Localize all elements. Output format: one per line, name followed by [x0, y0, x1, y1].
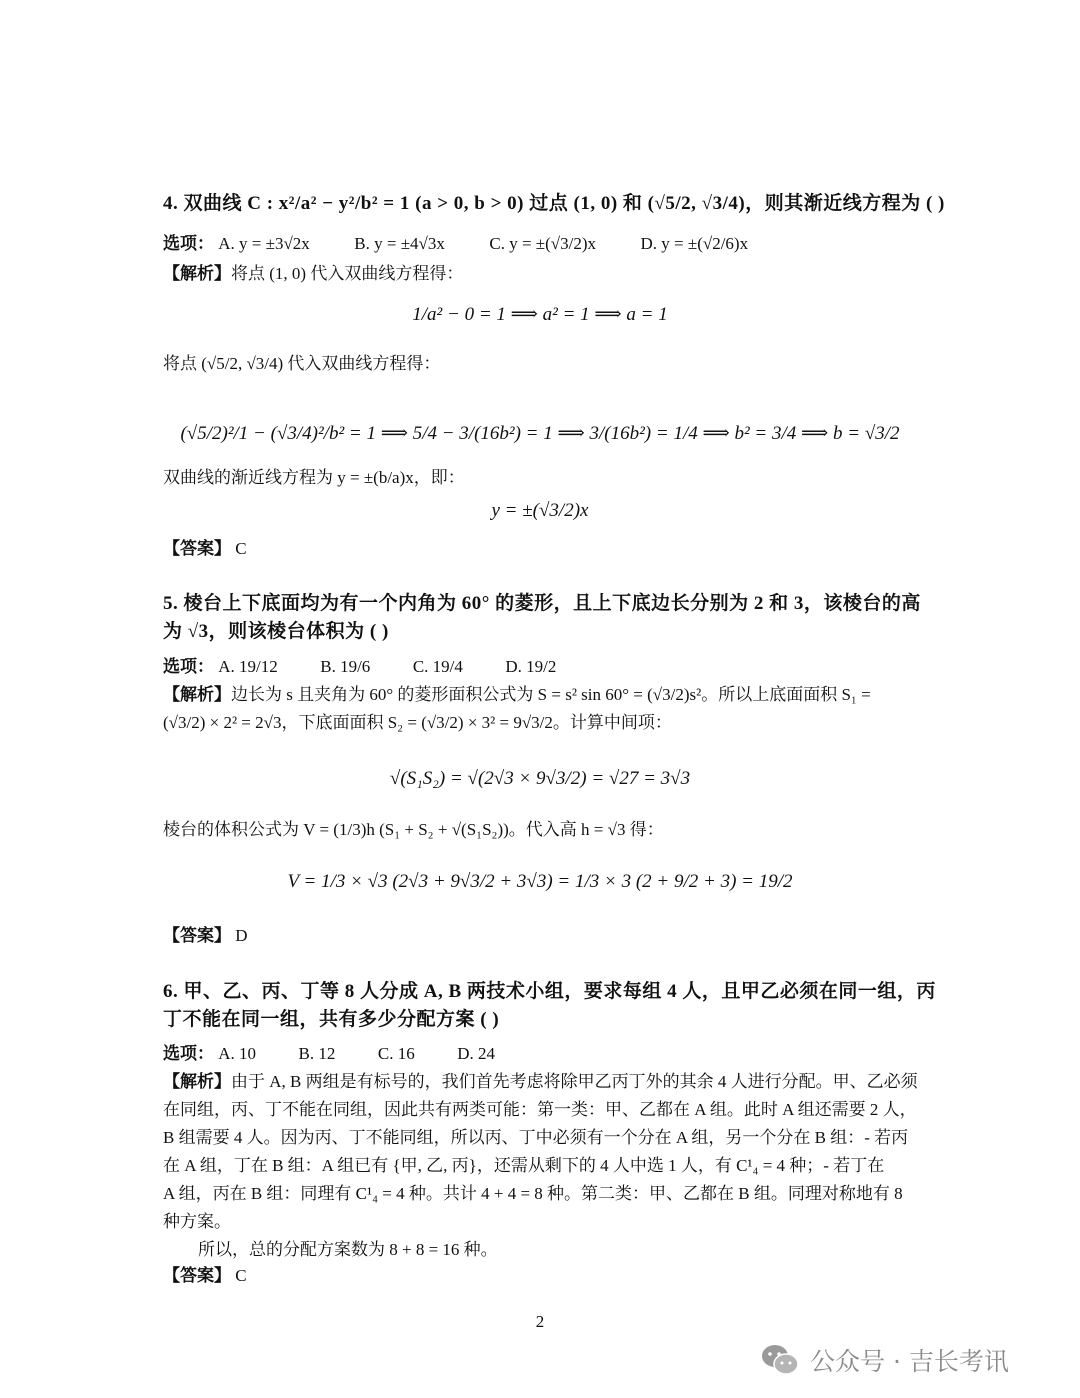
- q5-analysis-text-1: 边长为 s 且夹角为 60° 的菱形面积公式为 S = s² sin 60° = (√3/2)s²。所以上底面面积 S₁ =: [231, 685, 871, 704]
- q5-option-a: A. 19/12: [218, 657, 278, 676]
- q4-answer-label: 【答案】: [163, 539, 231, 558]
- watermark-text: 公众号 · 吉长考讯: [810, 1347, 1009, 1376]
- q5-options: [163, 655, 556, 679]
- q5-answer: [163, 924, 248, 948]
- q6-option-b: B. 12: [298, 1044, 336, 1063]
- q6-title-line-2: 丁不能在同一组，共有多少分配方案 ( ): [163, 1009, 500, 1030]
- q4-formula-3: y = ±(√3/2)x: [491, 500, 589, 521]
- q5-analysis-label: 【解析】: [163, 685, 231, 704]
- q4-option-d: D. y = ±(√2/6)x: [640, 234, 749, 253]
- q5-answer-value: D: [235, 926, 248, 945]
- q4-options-label: 选项：: [163, 234, 214, 253]
- q5-analysis-2: (√3/2) × 2² = 2√3，下底面面积 S₂ = (√3/2) × 3² = 9√3/2。计算中间项：: [163, 713, 672, 732]
- q6-option-a: A. 10: [218, 1044, 257, 1063]
- q4-options: [163, 232, 748, 256]
- q6-analysis-line-4: 在 A 组，丁在 B 组：A 组已有 {甲, 乙, 丙}，还需从剩下的 4 人中选 1 人，有 C¹₄ = 4 种；- 若丁在: [163, 1156, 885, 1175]
- q6-option-d: D. 24: [457, 1044, 495, 1063]
- q6-analysis-text-1: 由于 A, B 两组是有标号的，我们首先考虑将除甲乙丙丁外的其余 4 人进行分配。甲、乙必须: [231, 1072, 918, 1091]
- q4-answer-value: C: [235, 539, 247, 558]
- q5-analysis-3: 棱台的体积公式为 V = (1/3)h (S₁ + S₂ + √(S₁S₂))。代入高 h = √3 得：: [163, 820, 664, 839]
- q4-formula-1: 1/a² − 0 = 1 ⟹ a² = 1 ⟹ a = 1: [412, 304, 668, 325]
- q6-title-line-1: 6. 甲、乙、丙、丁等 8 人分成 A, B 两技术小组，要求每组 4 人，且甲乙必须在同一组，丙: [163, 981, 936, 1002]
- q4-analysis-3: 双曲线的渐近线方程为 y = ±(b/a)x，即：: [163, 468, 465, 487]
- q5-formula-1: √(S₁S₂) = √(2√3 × 9√3/2) = √27 = 3√3: [389, 768, 691, 789]
- q6-options-label: 选项：: [163, 1044, 214, 1063]
- q6-analysis-final: 所以，总的分配方案数为 8 + 8 = 16 种。: [198, 1240, 498, 1259]
- q4-option-c: C. y = ±(√3/2)x: [489, 234, 597, 253]
- wechat-icon: [760, 1343, 800, 1377]
- q5-title-line-2: 为 √3，则该棱台体积为 ( ): [163, 621, 389, 642]
- q6-answer-label: 【答案】: [163, 1266, 231, 1285]
- q6-analysis-line-2: 在同组，丙、丁不能在同组，因此共有两类可能：第一类：甲、乙都在 A 组。此时 A 组还需要 2 人，: [163, 1100, 917, 1119]
- q6-analysis-line-5: A 组，丙在 B 组：同理有 C¹₄ = 4 种。共计 4 + 4 = 8 种。第二类：甲、乙都在 B 组。同理对称地有 8: [163, 1184, 903, 1203]
- page-number: 2: [535, 1312, 545, 1331]
- watermark: [760, 1340, 1060, 1380]
- q6-options: [163, 1042, 495, 1066]
- q4-analysis-2: 将点 (√5/2, √3/4) 代入双曲线方程得：: [163, 354, 441, 373]
- q4-analysis-1: [163, 262, 463, 286]
- q4-analysis-text-1: 将点 (1, 0) 代入双曲线方程得：: [231, 264, 464, 283]
- q4-analysis-label: 【解析】: [163, 264, 231, 283]
- q6-answer-value: C: [235, 1266, 247, 1285]
- q4-answer: [163, 537, 247, 561]
- q4-option-b: B. y = ±4√3x: [354, 234, 445, 253]
- q5-title-line-1: 5. 棱台上下底面均为有一个内角为 60° 的菱形，且上下底边长分别为 2 和 3，该棱台的高: [163, 593, 921, 614]
- q5-answer-label: 【答案】: [163, 926, 231, 945]
- q6-analysis-line-3: B 组需要 4 人。因为丙、丁不能同组，所以丙、丁中必须有一个分在 A 组，另一个分在 B 组：- 若丙: [163, 1128, 909, 1147]
- q4-option-a: A. y = ±3√2x: [218, 234, 310, 253]
- q4-formula-2: (√5/2)²/1 − (√3/4)²/b² = 1 ⟹ 5/4 − 3/(16b²) = 1 ⟹ 3/(16b²) = 1/4 ⟹ b² = 3/4 ⟹ b = √3/2: [180, 423, 900, 444]
- q6-option-c: C. 16: [377, 1044, 415, 1063]
- q5-analysis-1: [163, 683, 871, 707]
- q6-answer: [163, 1264, 247, 1288]
- q5-option-c: C. 19/4: [412, 657, 463, 676]
- q6-analysis-line-6: 种方案。: [163, 1212, 231, 1231]
- q6-analysis-label: 【解析】: [163, 1072, 231, 1091]
- q5-options-label: 选项：: [163, 657, 214, 676]
- q5-option-b: B. 19/6: [320, 657, 371, 676]
- q5-option-d: D. 19/2: [505, 657, 557, 676]
- q5-formula-2: V = 1/3 × √3 (2√3 + 9√3/2 + 3√3) = 1/3 × 3 (2 + 9/2 + 3) = 19/2: [287, 871, 793, 892]
- q6-analysis-line-1: [163, 1070, 918, 1094]
- q4-title: 4. 双曲线 C : x²/a² − y²/b² = 1 (a > 0, b > 0) 过点 (1, 0) 和 (√5/2, √3/4)，则其渐近线方程为 ( ): [163, 193, 945, 214]
